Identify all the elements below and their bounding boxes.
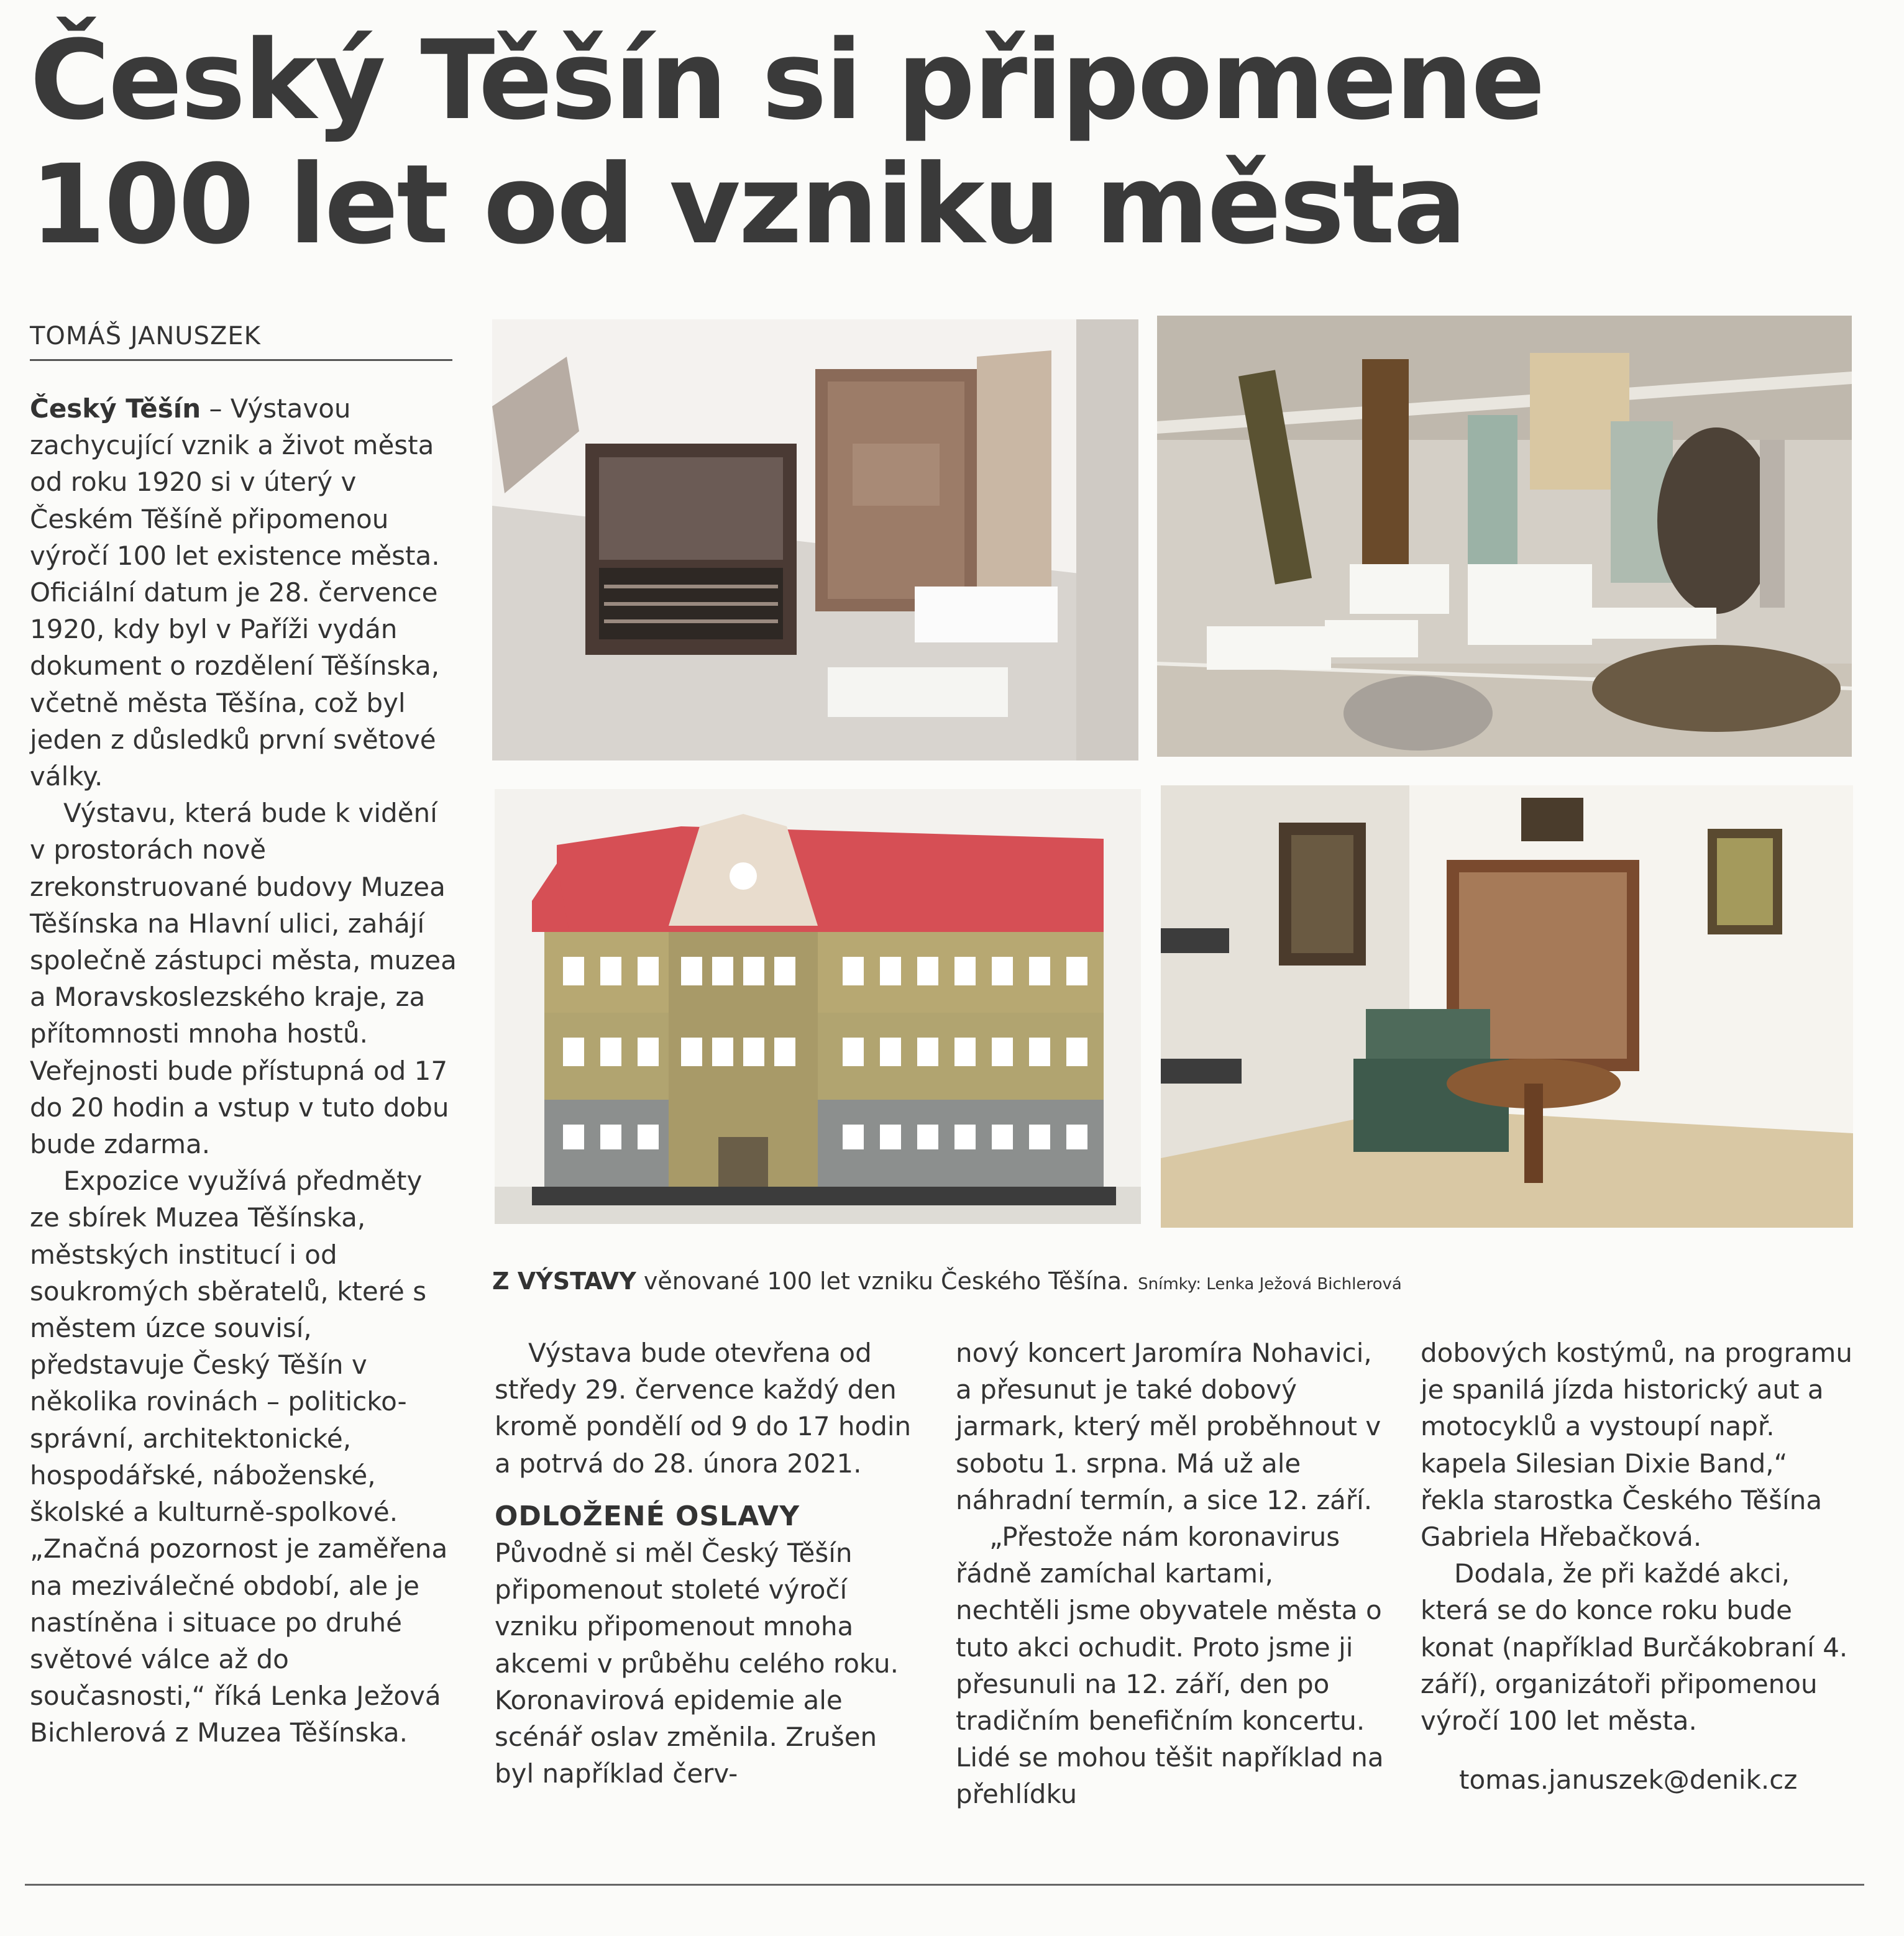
- headline: [30, 19, 1708, 267]
- subheading: ODLOŽENÉ OSLAVY: [495, 1500, 800, 1532]
- column-4-paragraph-2: Dodala, že při každé akci, která se do konce roku bude konat (například Burčákobraní 4. září), organizátoři připomenou výročí 100 let města.: [1421, 1558, 1848, 1737]
- column-4-paragraph-1: dobových kostýmů, na programu je spanilá jízda historický aut a motocyklů a vystoupí např. kapela Silesian Dixie Band,“ řekla starostka Českého Těšína Gabriela Hřebačková.: [1421, 1338, 1853, 1553]
- photo-town-hall-model: [495, 789, 1141, 1224]
- caption-lead: Z VÝSTAVY: [492, 1267, 636, 1295]
- lead-text: – Výstavou zachycující vznik a život města od roku 1920 si v úterý v Českém Těšíně připomenou výročí 100 let existence města. Oficiální datum je 28. července 1920, kdy byl v Paříži vydán dokument o rozdělení Těšínska, včetně města Těšína, což byl jeden z důsledků první světové války.: [30, 393, 440, 792]
- paragraph-3: Expozice využívá předměty ze sbírek Muzea Těšínska, městských institucí i od soukromých sběratelů, které s městem úzce souvisí, představuje Český Těšín v několika rovinách – politicko-správní, architektonické, hospodářské, náboženské, školské a kulturně-spolkové. „Značná pozornost je zaměřena na meziválečné období, ale je nastíněna i situace po druhé světové válce až do současnosti,“ říká Lenka Ježová Bichlerová z Muzea Těšínska.: [30, 1166, 448, 1748]
- article-column-4: [1421, 1335, 1856, 1739]
- caption-text: věnované 100 let vzniku Českého Těšína.: [636, 1267, 1130, 1295]
- headline-line-1: Český Těšín si připomene: [30, 17, 1544, 144]
- photo-caption: [492, 1267, 1549, 1295]
- author-email: tomas.januszek@denik.cz: [1459, 1765, 1798, 1795]
- column-3-paragraph-2: „Přestože nám koronavirus řádně zamíchal kartami, nechtěli jsme obyvatele města o tuto akci ochudit. Proto jsme ji přesunuli na 12. září, den po tradičním benefičním koncertu. Lidé se mohou těšit například na přehlídku: [956, 1522, 1384, 1810]
- photo-credit: Snímky: Lenka Ježová Bichlerová: [1138, 1275, 1402, 1294]
- column-3-paragraph-1: nový koncert Jaromíra Nohavici, a přesunut je také dobový jarmark, který měl proběhnout v sobotu 1. srpna. Má už ale náhradní termín, a sice 12. září.: [956, 1338, 1381, 1515]
- bottom-rule: [25, 1884, 1864, 1886]
- headline-line-2: 100 let od vzniku města: [30, 141, 1465, 268]
- lead-place: Český Těšín: [30, 393, 201, 424]
- article-column-2: [495, 1335, 912, 1792]
- byline: TOMÁŠ JANUSZEK: [30, 322, 452, 361]
- photo-display-case-bottles: [1157, 316, 1852, 757]
- column-2-paragraph-1: Výstava bude otevřena od středy 29. července každý den kromě pondělí od 9 do 17 hodin a potrvá do 28. února 2021.: [495, 1338, 912, 1479]
- lead-paragraph: [30, 390, 459, 795]
- photo-display-case-books: [492, 319, 1138, 760]
- article-column-3: [956, 1335, 1386, 1813]
- article-column-1: [30, 390, 459, 1751]
- paragraph-2: Výstavu, která bude k vidění v prostorách nově zrekonstruované budovy Muzea Těšínska na Hlavní ulici, zahájí společně zástupci města, muzea a Moravskoslezského kraje, za přítomnosti mnoha hostů. Veřejnosti bude přístupná od 17 do 20 hodin a vstup v tuto dobu bude zdarma.: [30, 798, 457, 1160]
- photo-period-interior: [1161, 785, 1853, 1228]
- column-2-paragraph-2: Původně si měl Český Těšín připomenout stoleté výročí vzniku připomenout mnoha akcemi v průběhu celého roku. Koronavirová epidemie ale scénář oslav změnila. Zrušen byl například červ-: [495, 1538, 899, 1789]
